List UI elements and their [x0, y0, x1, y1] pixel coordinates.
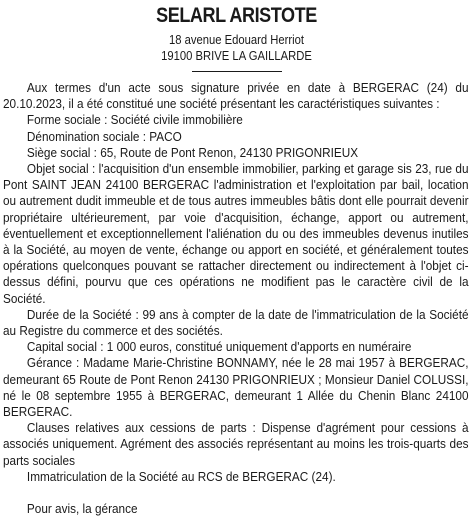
- header-divider: [192, 71, 282, 72]
- clauses-cessions: Clauses relatives aux cessions de parts : Dispense d'agrément pour cessions à associés uniquement. Agrément des associés représentant au moins les trois-quarts des parts sociales: [3, 420, 469, 468]
- forme-sociale: Forme sociale : Société civile immobilière: [26, 112, 243, 128]
- company-title: SELARL ARISTOTE: [156, 4, 317, 27]
- siege-social: Siège social : 65, Route de Pont Renon, 24130 PRIGONRIEUX: [26, 144, 359, 160]
- gerance: Gérance : Madame Marie-Christine BONNAMY, née le 28 mai 1957 à BERGERAC, demeurant 65 Route de Pont Renon 24130 PRIGONRIEUX ; Monsieur Daniel COLUSSI, né le 08 septembre 1955 à BERGERAC, demeurant 1 Allée du Chenin Blanc 24100 BERGERAC.: [3, 355, 469, 420]
- address-city: 19100 BRIVE LA GAILLARDE: [161, 49, 312, 63]
- paragraph-spacer: [3, 485, 469, 501]
- objet-social: Objet social : l'acquisition d'un ensemble immobilier, parking et garage sis 23, rue du Pont SAINT JEAN 24100 BERGERAC l'administration et l'exploitation par bail, location ou autrement dudit immeuble et de tous autres immeubles bâtis dont elle pourrait devenir propriétaire ultérieurement, par voie d'acquisition, échange, apport ou autrement, éventuellement et exceptionnellement l'aliénation du ou des immeubles devenus inutiles à la Société, au moyen de vente, échange ou apport en société, et généralement toutes opérations quelconques pouvant se rattacher directement ou indirectement à l'objet ci-dessus défini, pourvu que ces opérations ne modifient pas le caractère civil de la Société.: [3, 161, 469, 306]
- denomination-sociale: Dénomination sociale : PACO: [26, 128, 182, 144]
- capital-social: Capital social : 1 000 euros, constitué uniquement d'apports en numéraire: [26, 339, 412, 355]
- notice-body: [3, 80, 469, 517]
- signature-line: Pour avis, la gérance: [26, 501, 138, 517]
- immatriculation: Immatriculation de la Société au RCS de BERGERAC (24).: [26, 468, 336, 484]
- intro-paragraph: Aux termes d'un acte sous signature privée en date à BERGERAC (24) du 20.10.2023, il a été constitué une société présentant les caractéristiques suivantes :: [3, 80, 469, 112]
- address-street: 18 avenue Edouard Herriot: [168, 33, 305, 47]
- duree-societe: Durée de la Société : 99 ans à compter de la date de l'immatriculation de la Société au Registre du commerce et des sociétés.: [3, 306, 469, 339]
